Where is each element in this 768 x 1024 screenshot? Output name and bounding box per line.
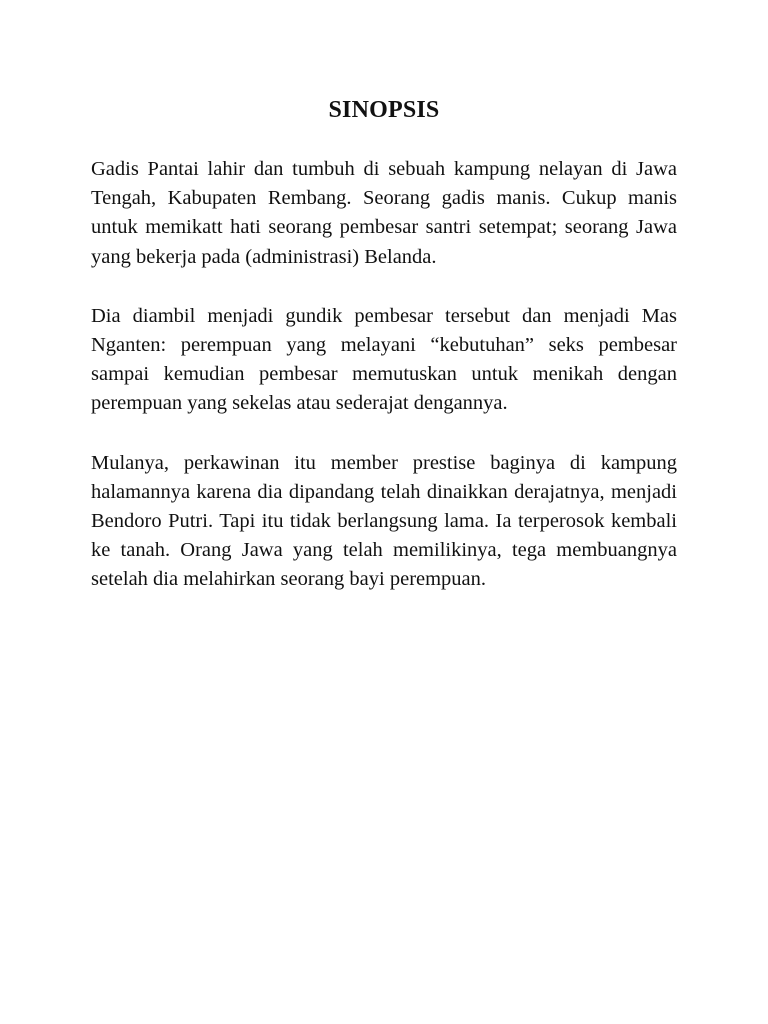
paragraph-3: Mulanya, perkawinan itu member prestise baginya di kampung halamannya karena dia dipandang telah dinaikkan derajatnya, menjadi Bendoro Putri. Tapi itu tidak berlangsung lama. Ia terperosok kembali ke tanah. Orang Jawa yang telah memilikinya, tega membuangnya setelah dia melahirkan seorang bayi perempuan. <box>91 451 677 591</box>
paragraph-1: Gadis Pantai lahir dan tumbuh di sebuah kampung nelayan di Jawa Tengah, Kabupaten Rembang. Seorang gadis manis. Cukup manis untuk memikatt hati seorang pembesar santri setempat; seorang Jawa yang bekerja pada (administrasi) Belanda. <box>91 158 677 268</box>
page-title: SINOPSIS <box>328 97 440 123</box>
paragraph-2: Dia diambil menjadi gundik pembesar tersebut dan menjadi Mas Nganten: perempuan yang melayani “kebutuhan” seks pembesar sampai kemudian pembesar memutuskan untuk menikah dengan perempuan yang sekelas atau sederajat dengannya. <box>91 304 677 415</box>
document-body <box>91 155 677 625</box>
